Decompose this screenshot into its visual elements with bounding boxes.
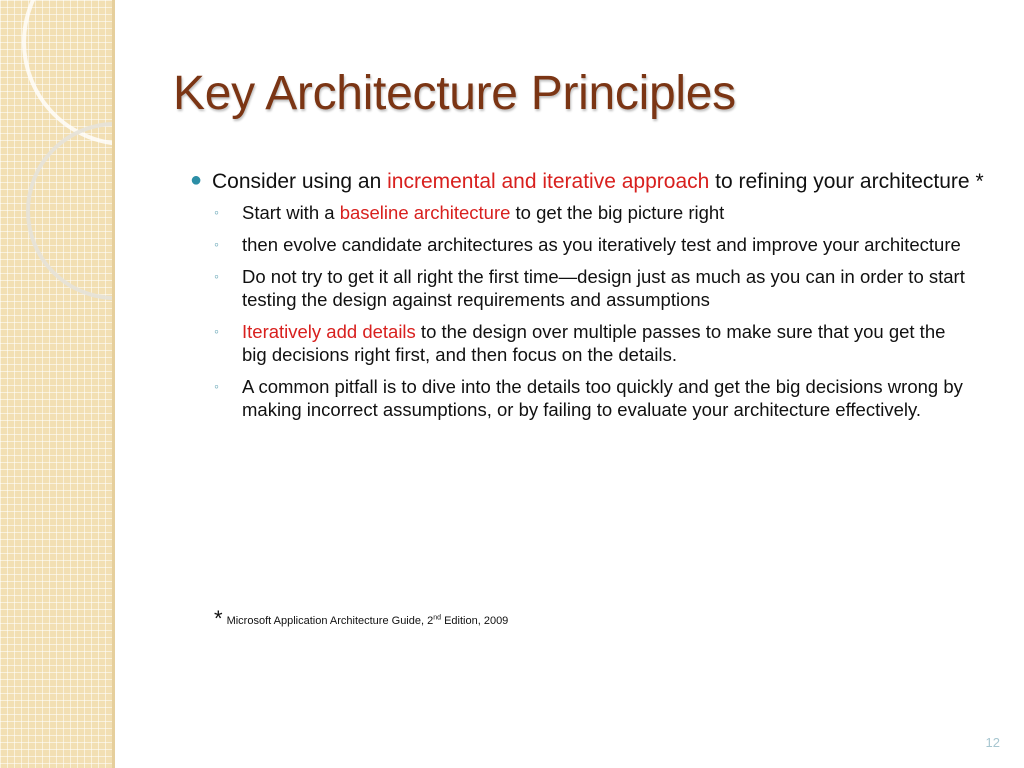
- bullet-dot-icon: ●: [190, 169, 203, 191]
- main-bullet-text-before: Consider using an: [212, 170, 388, 193]
- sub-bullet-1: [214, 201, 972, 224]
- footnote: [214, 606, 508, 632]
- bullet-circle-icon: ◦: [214, 323, 219, 339]
- sub-bullet-1-after: to get the big picture right: [510, 202, 725, 223]
- bullet-circle-icon: ◦: [214, 204, 219, 220]
- main-bullet-text-after: to refining your architecture *: [709, 170, 984, 193]
- sub-bullet-1-before: Start with a: [242, 202, 340, 223]
- sub-bullet-3: [214, 265, 972, 311]
- sub-bullet-3-text: Do not try to get it all right the first time—design just as much as you can in order to start testing the design against requirements and assumptions: [242, 266, 965, 310]
- sub-bullet-4-highlight: Iteratively add details: [242, 321, 416, 342]
- sub-bullet-2: [214, 233, 972, 256]
- sub-bullet-5-text: A common pitfall is to dive into the details too quickly and get the big decisions wrong by making incorrect assumptions, or by failing to evaluate your architecture effectively.: [242, 376, 963, 420]
- sub-bullet-2-text: then evolve candidate architectures as you iteratively test and improve your architecture: [242, 234, 961, 255]
- sub-bullet-1-highlight: baseline architecture: [339, 202, 511, 223]
- sidebar-edge: [112, 0, 115, 768]
- main-bullet: [190, 168, 990, 195]
- bullet-circle-icon: ◦: [214, 378, 219, 394]
- footnote-text-after: Edition, 2009: [441, 615, 509, 627]
- main-bullet-highlight: incremental and iterative approach: [387, 170, 710, 193]
- bullet-circle-icon: ◦: [214, 268, 219, 284]
- footnote-star: *: [214, 606, 223, 631]
- page-number: 12: [985, 735, 1000, 750]
- sub-bullet-4: [214, 320, 972, 366]
- bullet-circle-icon: ◦: [214, 236, 219, 252]
- sub-bullet-4-after: to the design over multiple passes to make sure that you get the big decisions right first, and then focus on the details.: [242, 321, 946, 365]
- footnote-superscript: nd: [433, 614, 442, 622]
- slide-content: [190, 168, 990, 430]
- slide-title: Key Architecture Principles: [173, 67, 736, 120]
- footnote-text-before: Microsoft Application Architecture Guide, 2: [226, 615, 434, 627]
- decorative-ring-middle: [26, 122, 112, 300]
- decorative-sidebar: [0, 0, 112, 768]
- sub-bullet-5: [214, 375, 972, 421]
